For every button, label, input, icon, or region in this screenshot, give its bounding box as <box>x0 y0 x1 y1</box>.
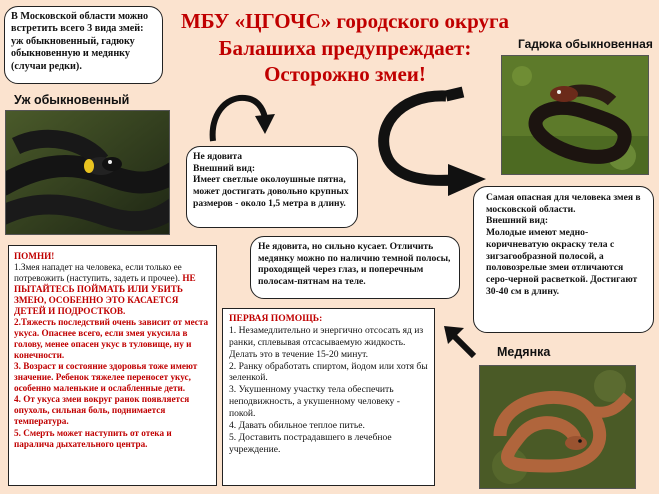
grass-snake-description: Имеет светлые околоушные пятна, может достигать довольно крупных размеров - около 1,5 метра в длину. <box>193 174 349 209</box>
remember-item-2: 2.Тяжесть последствий очень зависит от места укуса. Опаснее всего, если змея укусила в голову, менее опасен укус в туловище, ну и конечности. <box>14 317 209 361</box>
page-title <box>165 8 525 88</box>
remember-item-4: 4. От укуса змеи вокруг ранок появляется опухоль, сильная боль, поднимается температура. <box>14 394 190 427</box>
title-line-2: Балашиха предупреждает: <box>218 35 472 60</box>
grass-snake-photo <box>5 110 170 235</box>
viper-photo <box>501 55 649 175</box>
first-aid-item-3: 3. Укушенному участку тела обеспечить неподвижность, а укушенному человеку - покой. <box>229 384 400 420</box>
intro-box <box>4 6 163 84</box>
first-aid-item-2: 2. Ранку обработать спиртом, йодом или хотя бы зеленкой. <box>229 360 428 384</box>
remember-item-1-text: 1.Змея нападет на человека, если только ее потревожить (наступить, задеть и прочее). <box>14 262 183 284</box>
label-smooth-snake: Медянка <box>497 345 551 359</box>
remember-item-1-warning: НЕ ПЫТАЙТЕСЬ ПОЙМАТЬ ИЛИ УБИТЬ ЗМЕЮ, ОСОБЕННО ЭТО КАСАЕТСЯ ДЕТЕЙ И ПОДРОСТКОВ. <box>14 273 196 317</box>
grass-snake-appearance-heading: Внешний вид: <box>193 162 256 174</box>
first-aid-box <box>222 308 435 486</box>
viper-curved-arrow-icon <box>368 84 488 199</box>
smooth-snake-info-box <box>250 236 460 299</box>
grass-snake-curved-arrow-icon <box>205 86 275 148</box>
smooth-snake-description: Не ядовита, но сильно кусает. Отличить медянку можно по наличию темной полосы, проходящей через глаз, и поперечным полосам-пятнам на теле. <box>258 241 451 288</box>
title-line-1: МБУ «ЦГОЧС» городского округа <box>180 9 510 33</box>
intro-text: В Московской области можно встретить всего 3 вида змей: уж обыкновенный, гадюку обыкновенную и медянку (случаи редки). <box>11 11 149 72</box>
first-aid-item-4: 4. Давать обильное теплое питье. <box>229 420 365 432</box>
label-viper: Гадюка обыкновенная <box>518 37 653 51</box>
first-aid-heading: ПЕРВАЯ ПОМОЩЬ: <box>229 313 323 324</box>
viper-appearance-heading: Внешний вид: <box>486 215 549 227</box>
remember-heading: ПОМНИ! <box>14 251 55 261</box>
grass-snake-info-box <box>186 146 358 228</box>
first-aid-item-1: 1. Незамедлительно и энергично отсосать яд из ранки, сплевывая отсасываемую жидкость. Делать это в течение 15-20 минут. <box>229 324 424 360</box>
label-grass-snake: Уж обыкновенный <box>14 93 130 107</box>
viper-info-box <box>473 186 654 333</box>
remember-item-3: 3. Возраст и состояние здоровья тоже имеют значение. Ребенок тяжелее переносет укус, особенно маленькие и ослабленные дети. <box>14 361 198 394</box>
remember-box <box>8 245 217 486</box>
smooth-snake-photo <box>479 365 636 489</box>
first-aid-item-5: 5. Доставить пострадавшего в лечебное учреждение. <box>229 431 392 455</box>
title-line-3: Осторожно змеи! <box>264 62 426 87</box>
grass-snake-venom-status: Не ядовита <box>193 151 243 162</box>
viper-danger-note: Самая опасная для человека змея в московской области. <box>486 192 641 215</box>
remember-item-1 <box>14 262 212 317</box>
viper-description: Молодые имеют медно-коричневатую окраску тела с зигзагообразной полосой, а половозрелые змеи отличаются серо-черной расветкой. Достигают 30-40 см в длину. <box>486 227 638 297</box>
smooth-snake-arrow-icon <box>440 320 482 362</box>
remember-item-5: 5. Смерть может наступить от отека и паралича дыхательного центра. <box>14 427 172 449</box>
